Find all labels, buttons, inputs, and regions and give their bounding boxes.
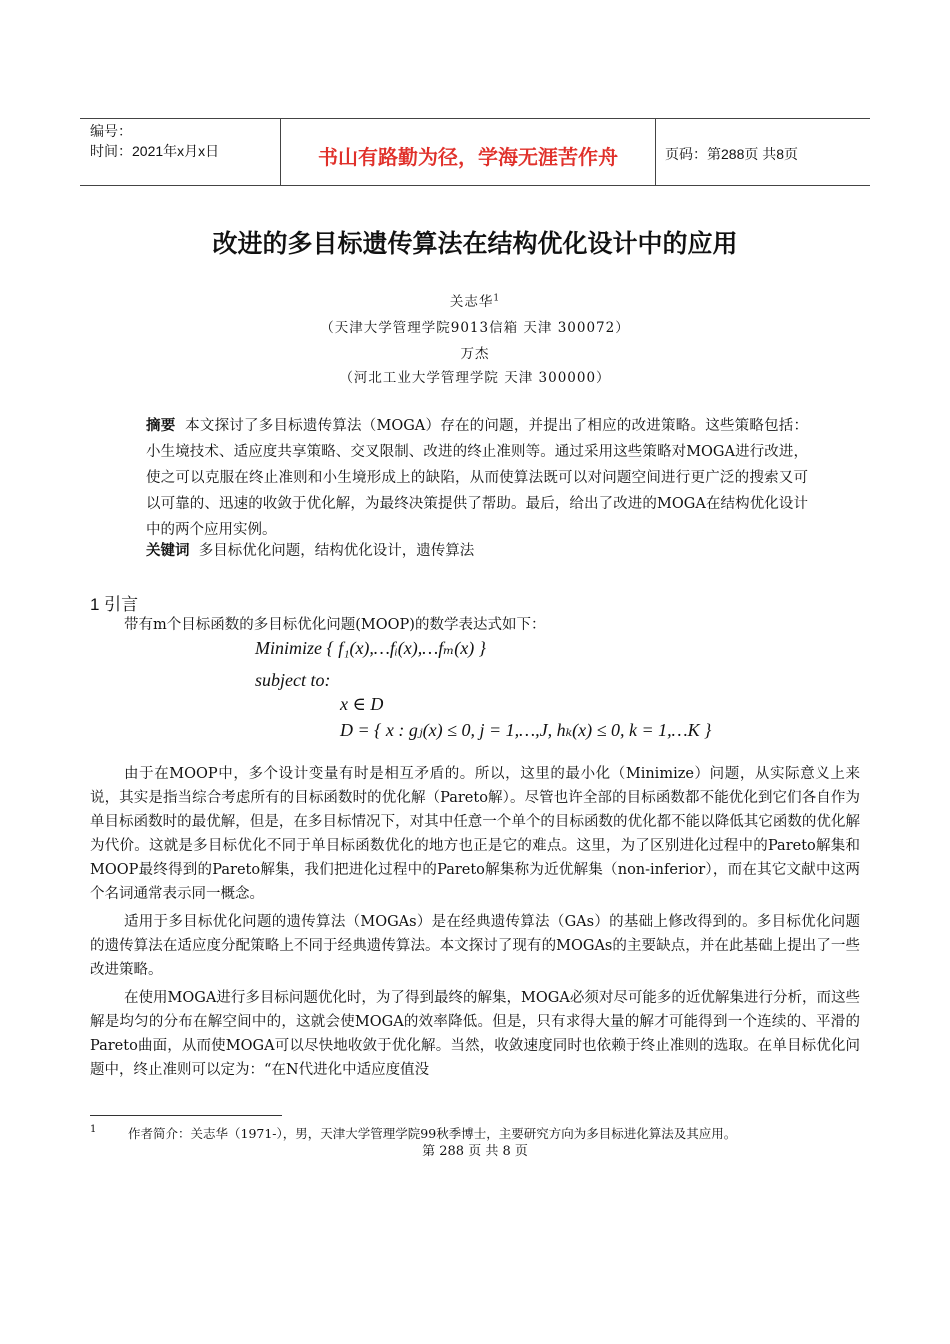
date-label: 时间：2021年x月x日 — [90, 143, 220, 159]
paragraph-1: 由于在MOOP中，多个设计变量有时是相互矛盾的。所以，这里的最小化（Minimize）问题，从实际意义上来说，其实是指当综合考虑所有的目标函数时的优化解（Pareto解）。尽管也许全部的目标函数都不能优化到它们各自作为单目标函数时的最优解，但是，在多目标情况下，对其中任意一个单个的目标函数的优化都不能以降低其它函数的优化解为代价。这就是多目标优化不同于单目标函数优化的地方也正是它的难点。这里，为了区别进化过程中的Pareto解集和MOOP最终得到的Pareto解集，我们把进化过程中的Pareto解集称为近优解集（non-inferior），而在其它文献中这两个名词通常表示同一概念。 — [90, 766, 860, 902]
footnote-divider — [90, 1115, 282, 1116]
paragraph-3: 在使用MOGA进行多目标问题优化时，为了得到最终的解集，MOGA必须对尽可能多的近优解集进行分析，而这些解是均匀的分布在解空间中的，这就会使MOGA的效率降低。但是，只有求得大量的解才可能得到一个连续的、平滑的Pareto曲面，从而使MOGA可以尽快地收敛于优化解。当然，收敛速度同时也依赖于终止准则的选取。在单目标优化问题中，终止准则可以定为：“在N代进化中适应度值没 — [90, 990, 860, 1078]
page-info: 页码：第288页 共8页 — [665, 146, 799, 162]
header-left-cell — [80, 119, 280, 185]
formula-subject-to: subject to: — [255, 670, 331, 690]
abstract-label: 摘要 — [146, 418, 176, 434]
keywords-text: 多目标优化问题，结构优化设计，遗传算法 — [198, 543, 475, 559]
keywords-label: 关键词 — [146, 543, 190, 559]
keywords — [146, 539, 474, 560]
author-1-name: 关志华 — [449, 294, 494, 310]
author-1-sup: 1 — [493, 293, 501, 304]
header-motto-cell — [280, 119, 656, 185]
formula-minimize: Minimize { f₁(x),…fᵢ(x),…fₘ(x) } — [255, 638, 486, 658]
motto: 书山有路勤为径，学海无涯苦作舟 — [318, 147, 618, 169]
page-footer: 第 288 页 共 8 页 — [422, 1144, 528, 1159]
header-table — [80, 118, 870, 186]
formula-domain: x ∈ D — [340, 694, 384, 714]
author-2-name: 万杰 — [460, 346, 490, 362]
abstract-text: 本文探讨了多目标遗传算法（MOGA）存在的问题，并提出了相应的改进策略。这些策略包括：小生境技术、适应度共享策略、交叉限制、改进的终止准则等。通过采用这些策略对MOGA进行改进，使之可以克服在终止准则和小生境形成上的缺陷，从而使算法既可以对问题空间进行更广泛的搜索又可以可靠的、迅速的收敛于优化解，为最终决策提供了帮助。最后，给出了改进的MOGA在结构优化设计中的两个应用实例。 — [146, 418, 809, 538]
abstract — [146, 413, 808, 543]
footnote-mark: 1 — [90, 1124, 97, 1135]
author-1-affiliation: （天津大学管理学院9013信箱 天津 300072） — [320, 320, 630, 336]
footnote-text: 作者简介：关志华（1971-），男，天津大学管理学院99秋季博士，主要研究方向为多目标进化算法及其应用。 — [128, 1126, 737, 1141]
paragraph-2: 适用于多目标优化问题的遗传算法（MOGAs）是在经典遗传算法（GAs）的基础上修改得到的。多目标优化问题的遗传算法在适应度分配策略上不同于经典遗传算法。本文探讨了现有的MOGAs的主要缺点，并在此基础上提出了一些改进策略。 — [90, 914, 860, 978]
formula-constraints: D = { x : gⱼ(x) ≤ 0, j = 1,…,J, hₖ(x) ≤ 0, k = 1,…K } — [340, 720, 712, 740]
author-1 — [0, 290, 950, 310]
code-label: 编号： — [90, 123, 132, 139]
paper-title: 改进的多目标遗传算法在结构优化设计中的应用 — [212, 230, 738, 258]
header-right-cell — [655, 119, 870, 185]
section-heading: 1 引言 — [90, 595, 139, 614]
section-intro: 带有m个目标函数的多目标优化问题(MOOP)的数学表达式如下： — [124, 617, 546, 633]
author-2-affiliation: （河北工业大学管理学院 天津 300000） — [339, 370, 611, 386]
